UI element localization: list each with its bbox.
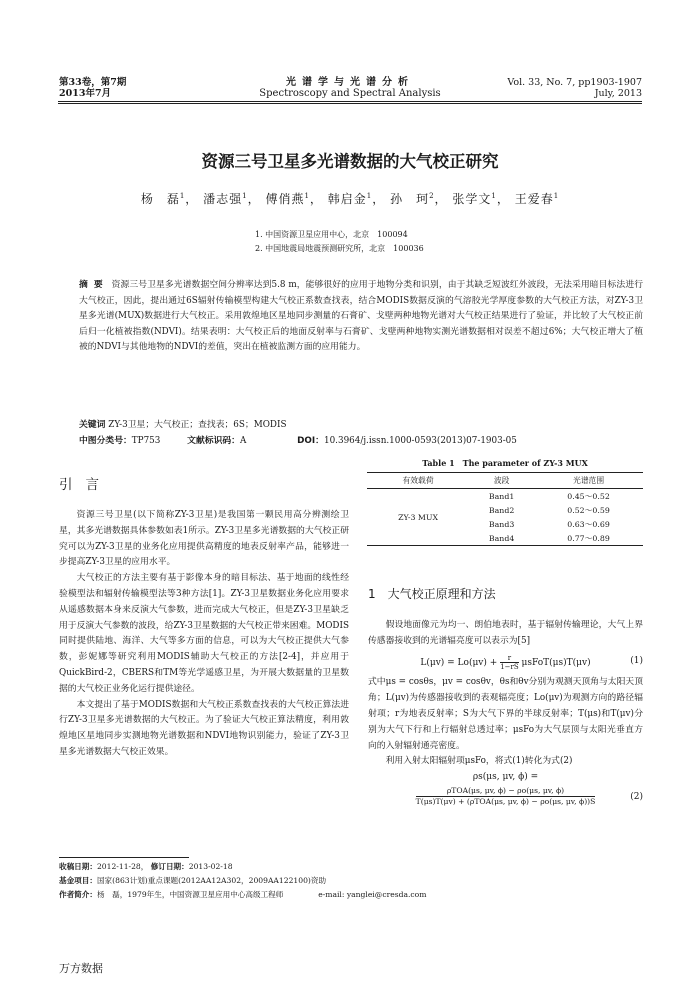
publication-date-en: July, 2013 [594, 88, 642, 99]
range-cell: 0.77～0.89 [534, 531, 643, 546]
paragraph: 大气校正的方法主要有基于影像本身的暗目标法、基于地面的线性经验模型法和辐射传输模型法等3种方法[1]。ZY-3卫星数据业务化应用要求从遥感数据本身来反演大气参数，进而完成大气校正，但是ZY-3卫星缺乏用于反演大气参数的波段，给ZY-3卫星数据的大气校正带来困难。MODIS同时提供陆地、海洋、大气等多方面的信息，可以为大气校正提供大气参数，彭妮娜等研究利用MODIS辅助大气校正的方法[2-4]，并应用于QuickBird-2，CBERS和TM等光学遥感卫星，为开展大数据量的卫星数据的大气校正业务化运行提供途径。 [59, 573, 349, 694]
received-label: 收稿日期： [59, 862, 97, 871]
footnote-rule [59, 857, 189, 858]
author-affil-mark: 2 [429, 192, 435, 200]
doi-label: DOI： [297, 435, 324, 446]
clc-label: 中图分类号： [79, 435, 132, 446]
journal-name-zh: 光谱学与光谱分析 [286, 77, 414, 88]
paragraph: 利用入射太阳辐射项μsFo，将式(1)转化为式(2) [385, 756, 573, 767]
equation-2 [368, 770, 643, 811]
journal-volume-info [59, 77, 126, 99]
volume-issue: 第33卷，第7期 [59, 77, 127, 88]
eq2-denominator: T(μs)T(μv) + (ρTOA(μs, μv, ϕ) − ρo(μs, μv, ϕ))S [415, 796, 596, 806]
header-rule-thin [58, 103, 642, 104]
eq1-frac-den: 1−rS [500, 662, 519, 671]
author-affil-mark: 1 [491, 192, 497, 200]
equation-number: (1) [630, 655, 643, 666]
footnotes [59, 860, 643, 902]
author: 潘志强 [203, 192, 243, 206]
paragraph: 假设地面像元为均一、朗伯地表时，基于辐射传输理论，大气上界传感器接收到的光谱辐亮度可以表示为[5] [368, 620, 643, 646]
author-affil-mark: 1 [304, 192, 310, 200]
author-affil-mark: 1 [366, 192, 373, 200]
table-header: 波段 [469, 473, 534, 489]
eq2-numerator: ρTOA(μs, μv, ϕ) − ρo(μs, μv, ϕ) [416, 786, 596, 797]
section-1-heading: 1 大气校正原理和方法 [368, 587, 496, 601]
band-cell: Band4 [469, 531, 534, 546]
revised-date: 2013-02-18 [188, 862, 233, 871]
doi: 10.3964/j.issn.1000-0593(2013)07-1903-05 [323, 435, 517, 446]
intro-body [59, 508, 349, 761]
author: 杨 磊 [140, 192, 180, 206]
volume-pages: Vol. 33, No. 7, pp1903-1907 [507, 77, 642, 88]
author-affil-mark: 1 [242, 192, 248, 200]
eq1-left: L(μv) = Lo(μv) + [420, 657, 498, 668]
doc-code-label: 文献标识码： [187, 435, 240, 446]
journal-name [200, 77, 500, 99]
abstract [79, 278, 643, 356]
section-1-body [368, 618, 643, 811]
author: 王爱春 [514, 192, 554, 206]
fund-label: 基金项目： [59, 876, 97, 885]
table-row [367, 489, 643, 504]
author: 张学文 [452, 192, 492, 206]
table-header: 有效载荷 [367, 473, 469, 489]
band-cell: Band3 [488, 519, 515, 529]
table-1 [367, 458, 643, 546]
eq1-frac-num: r [500, 654, 518, 663]
table-caption: Table 1 The parameter of ZY-3 MUX [422, 458, 588, 468]
keywords-label: 关键词 [79, 420, 106, 430]
header-rule [58, 101, 642, 102]
author: 孙 珂 [390, 192, 430, 206]
eq1-right: μsFoT(μs)T(μv) [521, 657, 591, 668]
paragraph: 本文提出了基于MODIS数据和大气校正系数查找表的大气校正算法进行ZY-3卫星多光谱数据的大气校正。为了验证大气校正算法精度，利用敦煌地区星地同步实测地物光谱数据和NDVI地物识别能力，验证了ZY-3卫星多光谱数据大气校正效果。 [59, 699, 349, 757]
equation-1 [368, 654, 643, 672]
author-email: e-mail: yanglei@cresda.com [318, 890, 427, 899]
parameter-table [367, 472, 643, 546]
affiliation: 1. 中国资源卫星应用中心，北京 100094 [255, 230, 408, 239]
publication-date: 2013年7月 [59, 88, 112, 99]
band-cell: Band2 [488, 505, 515, 515]
clc-code: TP753 [131, 435, 161, 446]
band-cell: Band1 [488, 491, 515, 501]
paper-title: 资源三号卫星多光谱数据的大气校正研究 [201, 152, 499, 171]
affiliation: 2. 中国地震局地震预测研究所，北京 100036 [255, 244, 424, 253]
doc-code: A [239, 435, 247, 446]
table-header: 光谱范围 [534, 473, 643, 489]
equation-number: (2) [630, 792, 643, 803]
intro-heading: 引言 [59, 477, 112, 493]
journal-volume-info-en [507, 77, 642, 99]
keywords: ZY-3卫星；大气校正；查找表；6S；MODIS [108, 420, 287, 430]
bio-text: 杨 磊，1979年生，中国资源卫星应用中心高级工程师 [96, 890, 284, 899]
range-cell: 0.63～0.69 [567, 519, 610, 529]
eq2-fraction [416, 786, 596, 807]
fund-text: 国家(863计划)重点课题(2012AA12A302，2009AA122100)资助 [96, 876, 327, 885]
eq2-top: ρs(μs, μv, ϕ) = [472, 772, 539, 783]
watermark: 万方数据 [59, 962, 103, 975]
payload-cell: ZY-3 MUX [367, 489, 469, 546]
affiliations [255, 228, 424, 256]
paragraph: 式中μs = cosθs，μv = cosθv，θs和θv分别为观测天顶角与太阳天顶角；L(μv)为传感器接收到的表观辐亮度；Lo(μv)为观测方向的路径辐射项；r为地表反射率；S为大气下界的半球反射率；T(μs)和T(μv)分别为大气下行和上行辐射总透过率；μsFo为大气层顶与太阳光垂直方向的入射辐射通亮密度。 [368, 677, 643, 751]
author-affil-mark: 1 [179, 192, 186, 200]
keywords-block [79, 418, 643, 449]
eq1-fraction [500, 654, 518, 671]
abstract-label: 摘要 [79, 280, 109, 290]
author-affil-mark: 1 [553, 192, 560, 200]
journal-name-en: Spectroscopy and Spectral Analysis [259, 88, 441, 99]
range-cell: 0.52～0.59 [567, 505, 610, 515]
revised-label: 修订日期： [150, 862, 189, 871]
bio-label: 作者简介： [59, 890, 97, 899]
range-cell: 0.45～0.52 [567, 491, 610, 501]
abstract-text: 资源三号卫星多光谱数据空间分辨率达到5.8 m，能够很好的应用于地物分类和识别，由于其缺乏短波红外波段，无法采用暗目标法进行大气校正，因此，提出通过6S辐射传输模型构建大气校正系数查找表，结合MODIS数据反演的气溶胶光学厚度参数的大气校正方法，对ZY-3卫星多光谱(MUX)数据进行大气校正。采用敦煌地区星地同步测量的石膏矿、戈壁两种地物光谱对大气校正结果进行了验证，并比较了大气校正前后归一化植被指数(NDVI)。结果表明：大气校正后的地面反射率与石膏矿、戈壁两种地物实测光谱数据相对误差不超过6%；大气校正增大了植被的NDVI与其他地物的NDVI的差值，突出在植被监测方面的应用能力。 [79, 280, 643, 353]
author: 韩启金 [327, 192, 367, 206]
paragraph: 资源三号卫星(以下简称ZY-3卫星)是我国第一颗民用高分辨测绘卫星，其多光谱数据具体参数如表1所示。ZY-3卫星多光谱数据的大气校正研究可以为ZY-3卫星的业务化应用提供高精度的地表反射率产品，能够进一步提高ZY-3卫星的应用水平。 [59, 510, 349, 568]
author-list: 杨 磊$^1$， 潘志强$^1$， 傅俏燕$^1$， 韩启金$^1$， 孙 珂$^2$， 张学文$^1$， 王爱春$^1$ [140, 192, 560, 206]
author: 傅俏燕 [265, 192, 305, 206]
received-date: 2012-11-28， [96, 862, 149, 871]
